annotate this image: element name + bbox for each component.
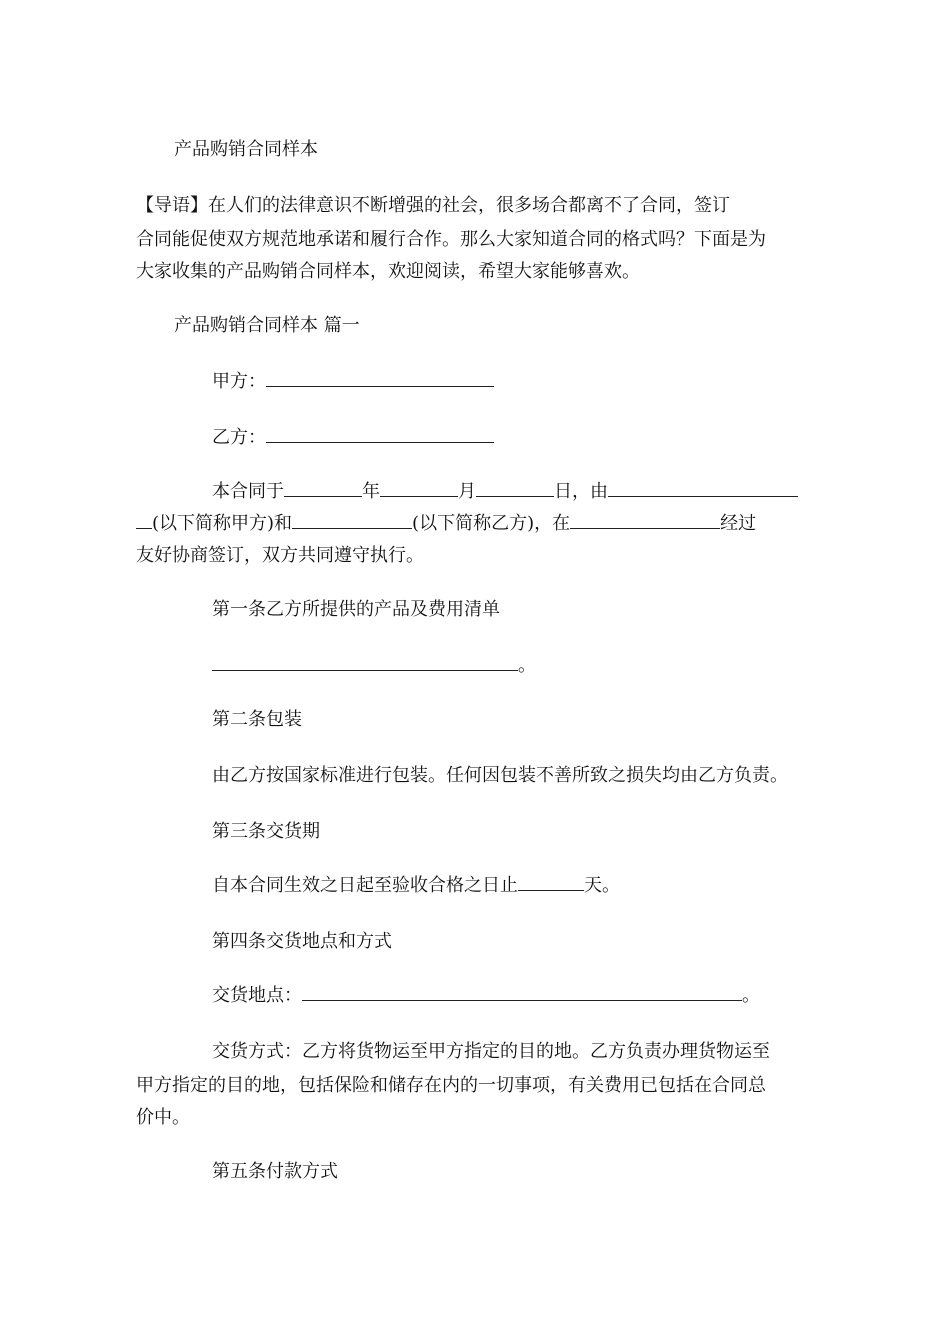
intro-line-1: 【导语】在人们的法律意识不断增强的社会，很多场合都离不了合同，签订 (136, 195, 730, 216)
section-title: 产品购销合同样本 篇一 (174, 315, 360, 336)
article-1-title: 第一条乙方所提供的产品及费用清单 (212, 599, 500, 620)
party-a-blank (266, 372, 494, 387)
delivery-place-blank (302, 986, 742, 1001)
party-a-label: 甲方： (212, 371, 266, 392)
year-blank (284, 482, 362, 497)
intro-line-3: 大家收集的产品购销合同样本，欢迎阅读，希望大家能够喜欢。 (136, 261, 640, 282)
article-3-text-a: 自本合同生效之日起至验收合格之日止 (212, 875, 518, 896)
product-list-blank (212, 656, 518, 671)
contract-text-2b: (以下简称乙方)，在 (412, 513, 571, 534)
signer-blank-1 (608, 482, 798, 497)
article-3-text (212, 876, 892, 896)
day-blank (476, 482, 554, 497)
contract-text-2a: (以下简称甲方)和 (152, 513, 293, 534)
contract-text-1: 本合同于 (212, 481, 284, 502)
article-4-title: 第四条交货地点和方式 (212, 931, 392, 952)
party-b-line (212, 428, 892, 448)
delivery-place-label: 交货地点： (212, 985, 302, 1006)
article-1-end: 。 (518, 655, 536, 676)
contract-line-1 (212, 482, 892, 502)
days-blank (518, 876, 584, 891)
place-blank (570, 514, 720, 529)
month-blank (380, 482, 458, 497)
delivery-method-line-1: 交货方式：乙方将货物运至甲方指定的目的地。乙方负责办理货物运至 (212, 1041, 770, 1062)
article-3-text-b: 天。 (584, 875, 620, 896)
contract-text-2c: 经过 (720, 513, 757, 534)
delivery-place-line (212, 986, 892, 1006)
article-1-fill-line (212, 656, 892, 676)
article-2-text: 由乙方按国家标准进行包装。任何因包装不善所致之损失均由乙方负责。 (212, 765, 788, 786)
party-b-label: 乙方： (212, 427, 266, 448)
contract-line-2 (136, 514, 816, 534)
party-b-name-blank (292, 514, 412, 529)
party-b-blank (266, 428, 494, 443)
year-label: 年 (362, 481, 380, 502)
day-label: 日，由 (554, 481, 608, 502)
party-a-line (212, 372, 892, 392)
delivery-method-line-2: 甲方指定的目的地，包括保险和储存在内的一切事项，有关费用已包括在合同总 (136, 1075, 766, 1096)
article-2-title: 第二条包装 (212, 709, 302, 730)
document-title: 产品购销合同样本 (174, 139, 318, 160)
signer-blank-2 (136, 514, 152, 529)
delivery-method-line-3: 价中。 (136, 1107, 190, 1128)
month-label: 月 (458, 481, 476, 502)
article-3-title: 第三条交货期 (212, 821, 320, 842)
delivery-place-end: 。 (742, 985, 760, 1006)
intro-line-2: 合同能促使双方规范地承诺和履行合作。那么大家知道合同的格式吗？下面是为 (136, 229, 766, 250)
article-5-title: 第五条付款方式 (212, 1161, 338, 1182)
contract-line-3: 友好协商签订，双方共同遵守执行。 (136, 545, 424, 566)
